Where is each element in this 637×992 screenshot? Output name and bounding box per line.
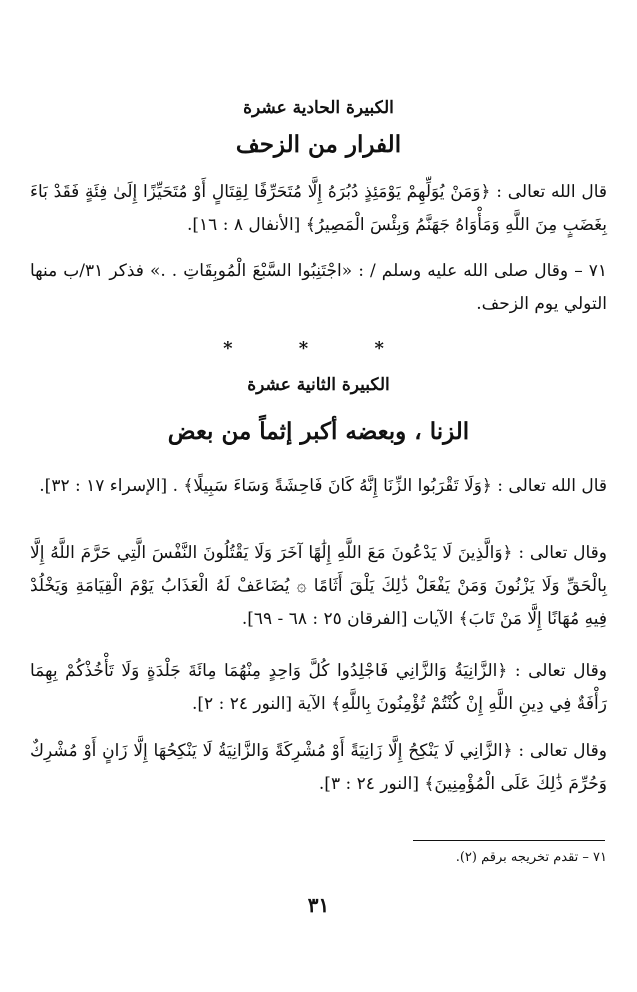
footnote-71: ٧١ – تقدم تخريجه برقم (٢).	[455, 850, 607, 865]
page-number: ٣١	[307, 893, 330, 917]
section-subtitle-12: الكبيرة الثانية عشرة	[247, 375, 390, 395]
hadith-71: ٧١ – وقال صلى الله عليه وسلم / : «اجْتَنِبُوا السَّبْعَ الْمُوبِقَاتِ . .» فذكر ٣١/ب منها التولي يوم الزحف.	[30, 261, 608, 314]
section-title-zina: الزنا ، وبعضه أكبر إثماً من بعض	[167, 418, 470, 445]
verse-furqan: وقال تعالى : ﴿وَالَّذِينَ لَا يَدْعُونَ مَعَ اللَّهِ إِلَٰهًا آخَرَ وَلَا يَقْتُلُونَ النَّفْسَ الَّتِي حَرَّمَ اللَّهُ إِلَّا بِالْحَقِّ وَلَا يَزْنُونَ وَمَنْ يَفْعَلْ ذَٰلِكَ يَلْقَ أَثَامًا ۞ يُضَاعَفْ لَهُ الْعَذَابُ يَوْمَ الْقِيَامَةِ وَيَخْلُدْ فِيهِ مُهَانًا إِلَّا مَنْ تَابَ﴾ الآيات [الفرقان ٢٥ : ٦٨ - ٦٩].	[30, 543, 607, 629]
section-title-fleeing: الفرار من الزحف	[235, 131, 402, 158]
section-subtitle-11: الكبيرة الحادية عشرة	[243, 98, 394, 118]
verse-isra: قال الله تعالى : ﴿وَلَا تَقْرَبُوا الزِّنَا إِنَّهُ كَانَ فَاحِشَةً وَسَاءَ سَبِيلًا﴾ . [الإسراء ١٧ : ٣٢].	[39, 476, 607, 496]
verse-anfal: قال الله تعالى : ﴿وَمَنْ يُوَلِّهِمْ يَوْمَئِذٍ دُبُرَهُ إِلَّا مُتَحَرِّفًا لِقِتَالٍ أَوْ مُتَحَيِّزًا إِلَىٰ فِئَةٍ فَقَدْ بَاءَ بِغَضَبٍ مِنَ اللَّهِ وَمَأْوَاهُ جَهَنَّمُ وَبِئْسَ الْمَصِيرُ﴾ [الأنفال ٨ : ١٦].	[30, 182, 607, 235]
verse-nur-3: وقال تعالى : ﴿الزَّانِي لَا يَنْكِحُ إِلَّا زَانِيَةً أَوْ مُشْرِكَةً وَالزَّانِيَةُ لَا يَنْكِحُهَا إِلَّا زَانٍ أَوْ مُشْرِكٌ وَحُرِّمَ ذَٰلِكَ عَلَى الْمُؤْمِنِينَ﴾ [النور ٢٤ : ٣].	[30, 741, 607, 794]
footnote-rule	[413, 840, 605, 841]
section-separator: * * *	[223, 338, 414, 359]
verse-nur-2: وقال تعالى : ﴿الزَّانِيَةُ وَالزَّانِي فَاجْلِدُوا كُلَّ وَاحِدٍ مِنْهُمَا مِائَةَ جَلْدَةٍ وَلَا تَأْخُذْكُمْ بِهِمَا رَأْفَةٌ فِي دِينِ اللَّهِ إِنْ كُنْتُمْ تُؤْمِنُونَ بِاللَّهِ﴾ الآية [النور ٢٤ : ٢].	[30, 661, 607, 714]
